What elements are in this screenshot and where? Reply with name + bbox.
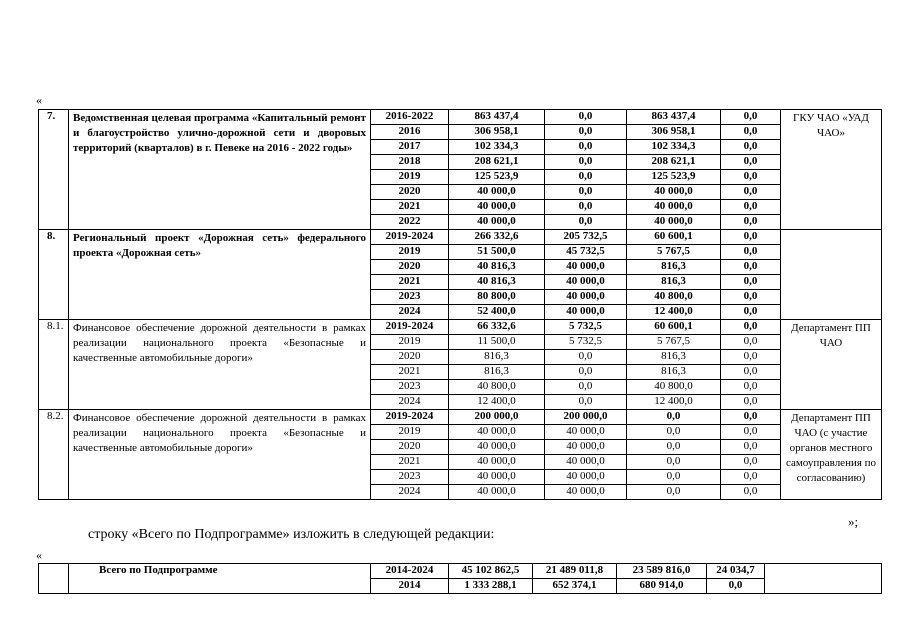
local-cell: 0,0 xyxy=(721,320,781,335)
local-cell: 0,0 xyxy=(721,170,781,185)
instruction-text: строку «Всего по Подпрограмме» изложить в следующей редакции: xyxy=(88,527,495,542)
year-cell: 2019 xyxy=(371,335,449,350)
local-cell: 0,0 xyxy=(721,245,781,260)
total-cell: 66 332,6 xyxy=(449,320,545,335)
year-cell: 2019-2024 xyxy=(371,410,449,425)
year-cell: 2020 xyxy=(371,350,449,365)
total-responsible xyxy=(765,564,882,594)
item-number: 7. xyxy=(39,110,69,230)
federal-cell: 0,0 xyxy=(545,110,627,125)
regional-cell: 23 589 816,0 xyxy=(617,564,707,579)
federal-cell: 200 000,0 xyxy=(545,410,627,425)
federal-cell: 40 000,0 xyxy=(545,470,627,485)
total-cell: 816,3 xyxy=(449,350,545,365)
federal-cell: 0,0 xyxy=(545,185,627,200)
year-cell: 2024 xyxy=(371,395,449,410)
local-cell: 0,0 xyxy=(721,110,781,125)
table-row xyxy=(39,564,882,579)
federal-cell: 0,0 xyxy=(545,155,627,170)
total-table xyxy=(38,563,882,594)
year-cell: 2020 xyxy=(371,185,449,200)
federal-cell: 0,0 xyxy=(545,365,627,380)
total-cell: 306 958,1 xyxy=(449,125,545,140)
total-cell: 80 800,0 xyxy=(449,290,545,305)
local-cell: 0,0 xyxy=(721,440,781,455)
responsible-executor: Департамент ПП ЧАО xyxy=(781,320,882,410)
regional-cell: 102 334,3 xyxy=(627,140,721,155)
local-cell: 0,0 xyxy=(721,260,781,275)
regional-cell: 40 000,0 xyxy=(627,185,721,200)
year-cell: 2021 xyxy=(371,200,449,215)
local-cell: 0,0 xyxy=(721,380,781,395)
item-number: 8.2. xyxy=(39,410,69,500)
year-cell: 2023 xyxy=(371,290,449,305)
federal-cell: 205 732,5 xyxy=(545,230,627,245)
regional-cell: 125 523,9 xyxy=(627,170,721,185)
regional-cell: 680 914,0 xyxy=(617,579,707,594)
responsible-executor xyxy=(781,230,882,320)
open-quote: « xyxy=(36,93,42,107)
regional-cell: 816,3 xyxy=(627,365,721,380)
year-cell: 2021 xyxy=(371,365,449,380)
close-quote: »; xyxy=(848,514,859,529)
federal-cell: 40 000,0 xyxy=(545,455,627,470)
year-cell: 2022 xyxy=(371,215,449,230)
federal-cell: 40 000,0 xyxy=(545,275,627,290)
regional-cell: 306 958,1 xyxy=(627,125,721,140)
federal-cell: 40 000,0 xyxy=(545,290,627,305)
year-cell: 2014-2024 xyxy=(371,564,449,579)
total-cell: 863 437,4 xyxy=(449,110,545,125)
federal-cell: 40 000,0 xyxy=(545,260,627,275)
federal-cell: 40 000,0 xyxy=(545,485,627,500)
total-cell: 102 334,3 xyxy=(449,140,545,155)
subprogram-table xyxy=(38,109,882,500)
federal-cell: 5 732,5 xyxy=(545,335,627,350)
year-cell: 2019-2024 xyxy=(371,320,449,335)
local-cell: 0,0 xyxy=(721,230,781,245)
federal-cell: 5 732,5 xyxy=(545,320,627,335)
federal-cell: 0,0 xyxy=(545,140,627,155)
regional-cell: 208 621,1 xyxy=(627,155,721,170)
regional-cell: 60 600,1 xyxy=(627,230,721,245)
regional-cell: 816,3 xyxy=(627,350,721,365)
regional-cell: 816,3 xyxy=(627,260,721,275)
table-row xyxy=(39,230,882,245)
total-cell: 125 523,9 xyxy=(449,170,545,185)
regional-cell: 0,0 xyxy=(627,455,721,470)
regional-cell: 5 767,5 xyxy=(627,245,721,260)
federal-cell: 40 000,0 xyxy=(545,425,627,440)
total-cell: 12 400,0 xyxy=(449,395,545,410)
year-cell: 2024 xyxy=(371,305,449,320)
year-cell: 2023 xyxy=(371,470,449,485)
federal-cell: 0,0 xyxy=(545,170,627,185)
regional-cell: 40 000,0 xyxy=(627,215,721,230)
item-title: Финансовое обеспечение дорожной деятельности в рамках реализации национального проекта «Безопасные и качественные автомобильные дороги» xyxy=(69,320,371,410)
year-cell: 2019 xyxy=(371,170,449,185)
local-cell: 0,0 xyxy=(721,155,781,170)
local-cell: 0,0 xyxy=(721,305,781,320)
regional-cell: 40 800,0 xyxy=(627,380,721,395)
item-number: 8.1. xyxy=(39,320,69,410)
year-cell: 2016-2022 xyxy=(371,110,449,125)
federal-cell: 0,0 xyxy=(545,125,627,140)
table-row xyxy=(39,320,882,335)
local-cell: 0,0 xyxy=(721,140,781,155)
local-cell: 24 034,7 xyxy=(707,564,765,579)
regional-cell: 5 767,5 xyxy=(627,335,721,350)
total-cell: 40 000,0 xyxy=(449,455,545,470)
item-title: Финансовое обеспечение дорожной деятельности в рамках реализации национального проекта «Безопасные и качественные автомобильные дороги» xyxy=(69,410,371,500)
year-cell: 2017 xyxy=(371,140,449,155)
federal-cell: 0,0 xyxy=(545,395,627,410)
year-cell: 2021 xyxy=(371,455,449,470)
year-cell: 2023 xyxy=(371,380,449,395)
total-cell: 40 816,3 xyxy=(449,260,545,275)
local-cell: 0,0 xyxy=(721,470,781,485)
regional-cell: 40 800,0 xyxy=(627,290,721,305)
regional-cell: 12 400,0 xyxy=(627,305,721,320)
total-cell: 45 102 862,5 xyxy=(449,564,533,579)
local-cell: 0,0 xyxy=(721,200,781,215)
total-cell: 40 000,0 xyxy=(449,200,545,215)
regional-cell: 40 000,0 xyxy=(627,200,721,215)
regional-cell: 0,0 xyxy=(627,425,721,440)
federal-cell: 0,0 xyxy=(545,350,627,365)
table-row xyxy=(39,110,882,125)
total-cell: 51 500,0 xyxy=(449,245,545,260)
total-cell: 52 400,0 xyxy=(449,305,545,320)
local-cell: 0,0 xyxy=(721,455,781,470)
total-cell: 40 000,0 xyxy=(449,485,545,500)
year-cell: 2020 xyxy=(371,260,449,275)
regional-cell: 0,0 xyxy=(627,440,721,455)
year-cell: 2019 xyxy=(371,425,449,440)
federal-cell: 0,0 xyxy=(545,380,627,395)
year-cell: 2019-2024 xyxy=(371,230,449,245)
local-cell: 0,0 xyxy=(721,365,781,380)
total-cell: 816,3 xyxy=(449,365,545,380)
total-cell: 40 800,0 xyxy=(449,380,545,395)
regional-cell: 60 600,1 xyxy=(627,320,721,335)
local-cell: 0,0 xyxy=(721,425,781,440)
total-cell: 40 000,0 xyxy=(449,440,545,455)
total-cell: 1 333 288,1 xyxy=(449,579,533,594)
local-cell: 0,0 xyxy=(721,125,781,140)
year-cell: 2021 xyxy=(371,275,449,290)
item-number: 8. xyxy=(39,230,69,320)
federal-cell: 40 000,0 xyxy=(545,305,627,320)
total-cell: 200 000,0 xyxy=(449,410,545,425)
local-cell: 0,0 xyxy=(721,215,781,230)
total-cell: 40 000,0 xyxy=(449,185,545,200)
total-title: Всего по Подпрограмме xyxy=(69,564,371,594)
local-cell: 0,0 xyxy=(721,350,781,365)
responsible-executor: Департамент ПП ЧАО (с участие органов местного самоуправления по согласованию) xyxy=(781,410,882,500)
regional-cell: 0,0 xyxy=(627,485,721,500)
year-cell: 2018 xyxy=(371,155,449,170)
regional-cell: 0,0 xyxy=(627,470,721,485)
local-cell: 0,0 xyxy=(721,290,781,305)
year-cell: 2024 xyxy=(371,485,449,500)
total-cell: 11 500,0 xyxy=(449,335,545,350)
table-row xyxy=(39,410,882,425)
open-quote-2: « xyxy=(36,548,42,562)
federal-cell: 40 000,0 xyxy=(545,440,627,455)
local-cell: 0,0 xyxy=(707,579,765,594)
total-number xyxy=(39,564,69,594)
year-cell: 2014 xyxy=(371,579,449,594)
local-cell: 0,0 xyxy=(721,335,781,350)
regional-cell: 863 437,4 xyxy=(627,110,721,125)
local-cell: 0,0 xyxy=(721,485,781,500)
federal-cell: 21 489 011,8 xyxy=(533,564,617,579)
item-title: Ведомственная целевая программа «Капитальный ремонт и благоустройство улично-дорожной сети и дворовых территорий (кварталов) в г. Певеке на 2016 - 2022 годы» xyxy=(69,110,371,230)
year-cell: 2020 xyxy=(371,440,449,455)
local-cell: 0,0 xyxy=(721,275,781,290)
responsible-executor: ГКУ ЧАО «УАД ЧАО» xyxy=(781,110,882,230)
federal-cell: 0,0 xyxy=(545,200,627,215)
total-cell: 40 000,0 xyxy=(449,425,545,440)
total-cell: 40 000,0 xyxy=(449,470,545,485)
item-title: Региональный проект «Дорожная сеть» федерального проекта «Дорожная сеть» xyxy=(69,230,371,320)
regional-cell: 816,3 xyxy=(627,275,721,290)
local-cell: 0,0 xyxy=(721,395,781,410)
year-cell: 2019 xyxy=(371,245,449,260)
federal-cell: 45 732,5 xyxy=(545,245,627,260)
regional-cell: 12 400,0 xyxy=(627,395,721,410)
total-cell: 40 816,3 xyxy=(449,275,545,290)
total-cell: 266 332,6 xyxy=(449,230,545,245)
local-cell: 0,0 xyxy=(721,410,781,425)
local-cell: 0,0 xyxy=(721,185,781,200)
total-cell: 40 000,0 xyxy=(449,215,545,230)
year-cell: 2016 xyxy=(371,125,449,140)
federal-cell: 0,0 xyxy=(545,215,627,230)
regional-cell: 0,0 xyxy=(627,410,721,425)
total-cell: 208 621,1 xyxy=(449,155,545,170)
federal-cell: 652 374,1 xyxy=(533,579,617,594)
